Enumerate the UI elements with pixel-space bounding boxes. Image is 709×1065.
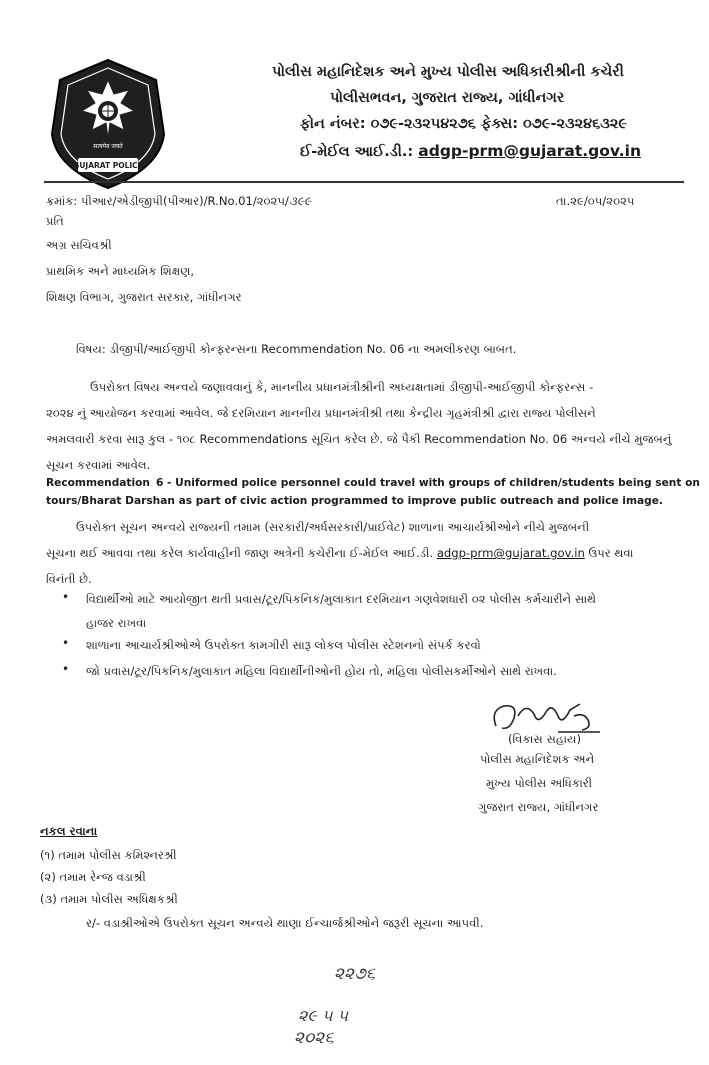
para2-line-2-text: સૂચના થઈ આવવા તથા કરેલ કાર્યવાહીની જાણ અત્રેની કચેરીના ઈ-મેઈલ આઈ.ડી. (46, 546, 434, 560)
office-title: પોલીસ મહાનિદેશક અને મુખ્ય પોલીસ અધિકારીશ્રીની કચેરી (272, 64, 624, 80)
para1-line-2: ૨૦૨૪ નું આયોજન કરવામાં આવેલ. જે દરમિયાન માનનીય પ્રધાનમંત્રીશ્રી તથા કેન્દ્રીય ગૃહમંત્રીશ્રી દ્વારા રાજ્ય પોલીસને (46, 406, 596, 420)
office-email-line (300, 142, 641, 160)
recipient-line-1: અગ્ર સચિવશ્રી (46, 238, 112, 252)
signatory-title-2: મુખ્ય પોલીસ અધિકારી (486, 776, 593, 790)
bullet-1-line-2: હાજર રાખવા (86, 616, 147, 630)
recommendation-line-1: 6 - Uniformed police personnel could travel with groups of children/students being sent on (156, 477, 700, 489)
recommendation-line-2: tours/Bharat Darshan as part of civic action programmed to improve public outreach and police image. (46, 495, 663, 507)
inward-mark-3: ૨૦૨૬ (294, 1028, 334, 1048)
inward-mark-1: ૨૨૭૬ (334, 964, 376, 984)
para2-line-1: ઉપરોક્ત સૂચન અન્વયે રાજ્યની તમામ (સરકારી/અર્ધસરકારી/પ્રાઈવેટ) શાળાના આચાર્યશ્રીઓને નીચે મુજબની (76, 520, 590, 534)
signatory-title-3: ગુજરાત રાજ્ય, ગાંધીનગર (478, 800, 599, 814)
copy-to-item-3: (૩) તમામ પોલીસ અધિક્ષકશ્રી (40, 892, 178, 906)
office-email-link[interactable]: adgp-prm@gujarat.gov.in (418, 142, 641, 160)
copy-to-note: ર/- વડાશ્રીઓએ ઉપરોક્ત સૂચન અન્વયે થાણા ઈન્ચાર્જશ્રીઓને જરૂરી સૂચના આપવી. (86, 916, 484, 930)
para1-line-1: ઉપરોક્ત વિષય અન્વયે જણાવવાનું કે, માનનીય પ્રધાનમંત્રીશ્રીની અધ્યક્ષતામાં ડીજીપી-આઈજીપી કોન્ફરન્સ - (90, 380, 594, 394)
copy-to-item-2: (૨) તમામ રેન્જ વડાશ્રી (40, 870, 146, 884)
handwritten-signature-text (506, 708, 509, 709)
bullet-dot-icon: • (62, 590, 70, 604)
subject-line: વિષય: ડીજીપી/આઈજીપી કોન્ફરન્સના Recommendation No. 06 ના અમલીકરણ બાબત. (76, 342, 517, 356)
para1-line-3: અમલવારી કરવા સારૂ કુલ - ૧૦૮ Recommendations સૂચિત કરેલ છે. જે પૈકી Recommendation No. 06 અન્વયે નીચે મુજબનું (46, 432, 672, 446)
office-address: પોલીસભવન, ગુજરાત રાજ્ય, ગાંધીનગર (330, 90, 565, 106)
para1-line-4: સૂચન કરવામાં આવેલ. (46, 458, 151, 472)
recommendation-label: Recommendation (46, 477, 150, 489)
copy-to-item-1: (૧) તમામ પોલીસ કમિશ્નરશ્રી (40, 848, 177, 862)
emblem-motto: सत्यमेव जयते (93, 143, 123, 150)
copy-to-heading: નકલ રવાના (40, 824, 98, 838)
email-label: ઈ-મેઈલ આઈ.ડી.: (300, 144, 414, 160)
para2-line-3: વિનંતી છે. (46, 572, 92, 586)
bullet-1-line-1: વિદ્યાર્થીઓ માટે આયોજીત થતી પ્રવાસ/ટૂર/પિકનિક/મુલાકાત દરમિયાન ગણવેશધારી ૦૨ પોલીસ કર્મચારીને સાથે (86, 592, 597, 606)
handwritten-ref-no: ૩૯૯ (288, 194, 312, 208)
reference-number-text: ક્રમાંક: પીઆર/એડીજીપી(પીઆર)/R.No.01/૨૦૨૫/ (46, 194, 289, 208)
para2-email-link[interactable]: adgp-prm@gujarat.gov.in (436, 546, 585, 560)
gujarat-police-emblem-icon (48, 56, 168, 192)
bullet-dot-icon: • (62, 662, 70, 676)
para2-line-2 (46, 546, 633, 561)
recipient-line-3: શિક્ષણ વિભાગ, ગુજરાત સરકાર, ગાંધીનગર (46, 290, 242, 304)
office-phone-fax: ફોન નંબર: ૦૭૯-૨૩૨૫૪૨૭૬ ફેક્સ: ૦૭૯-૨૩૨૪૬૩૨૯ (300, 116, 628, 132)
signatory-name: (વિકાસ સહાય) (508, 732, 581, 746)
bullet-dot-icon: • (62, 636, 70, 650)
letter-date: તા.૨૯/૦૫/૨૦૨૫ (556, 194, 635, 208)
recipient-prati: પ્રતિ (46, 214, 64, 228)
inward-mark-2: ૨૯ ૫ ૫ (298, 1006, 349, 1025)
signatory-title-1: પોલીસ મહાનિદેશક અને (480, 752, 595, 766)
emblem-ribbon-text: GUJARAT POLICE (73, 161, 143, 170)
reference-number (46, 194, 311, 209)
header-divider (44, 181, 684, 183)
recipient-line-2: પ્રાથમિક અને માધ્યમિક શિક્ષણ, (46, 264, 195, 278)
para2-after-email: ઉપર થવા (588, 546, 634, 560)
bullet-2-line-1: શાળાના આચાર્યશ્રીઓએ ઉપરોક્ત કામગીરી સારૂ લોકલ પોલીસ સ્ટેશનનો સંપર્ક કરવો (86, 638, 481, 652)
bullet-3-line-1: જો પ્રવાસ/ટૂર/પિકનિક/મુલાકાત મહિલા વિદ્યાર્થીનીઓની હોય તો, મહિલા પોલીસકર્મીઓને સાથે રાખવા. (86, 664, 557, 678)
